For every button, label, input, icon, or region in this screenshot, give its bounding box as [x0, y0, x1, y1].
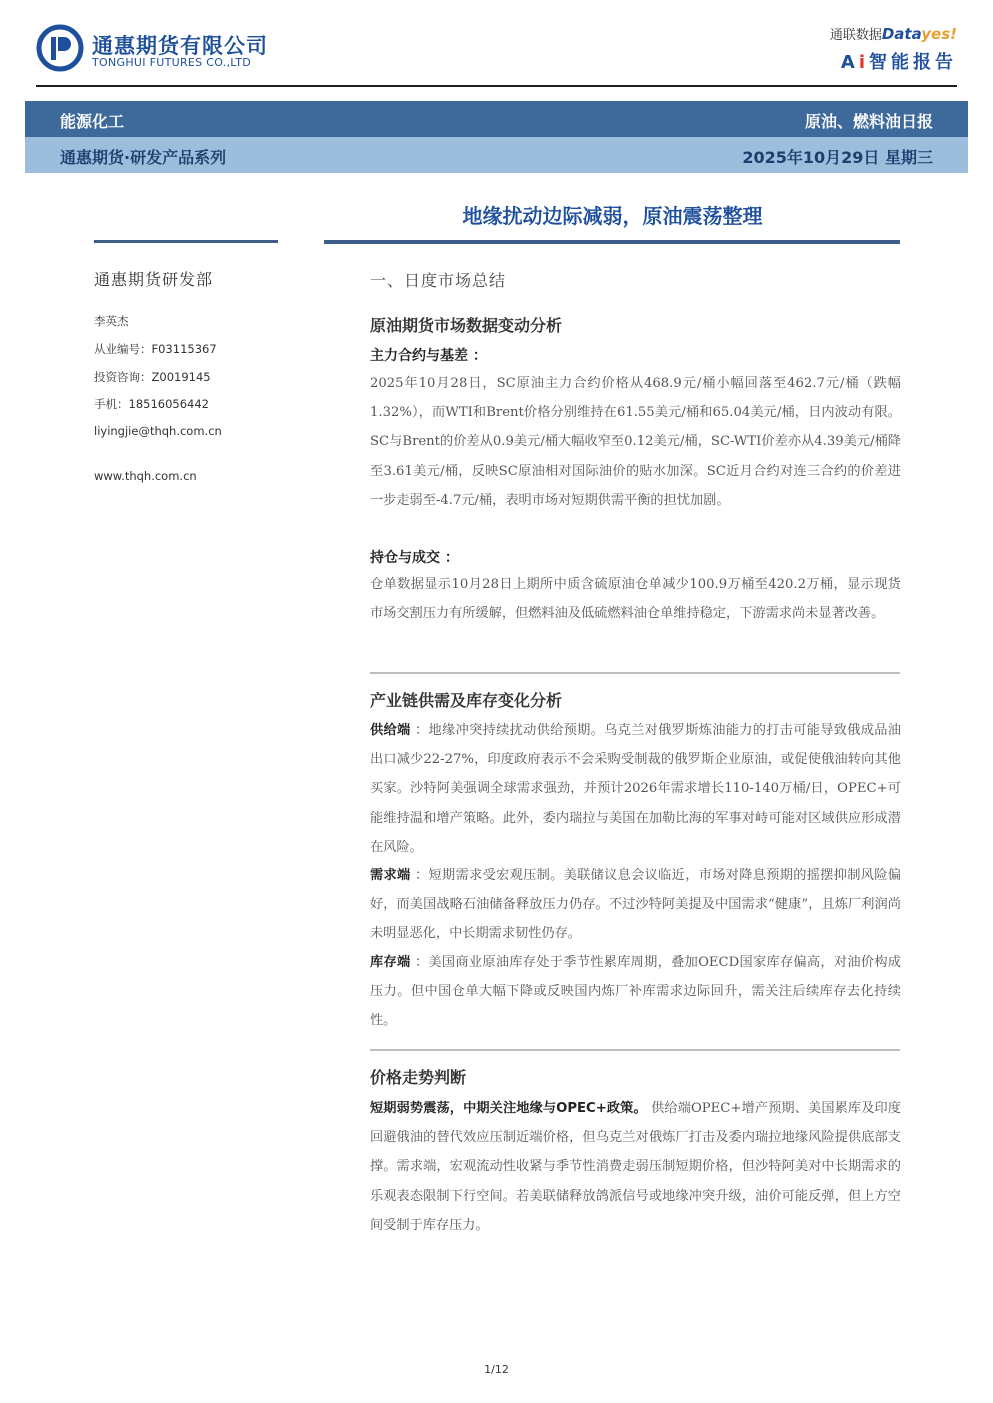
- phone-number: 手机：18516056442: [94, 397, 209, 411]
- website-link[interactable]: www.thqh.com.cn: [94, 469, 197, 483]
- supply-paragraph: [370, 716, 901, 862]
- ai-badge-i: i: [858, 52, 869, 73]
- inventory-label: 库存端: [370, 955, 411, 970]
- brand-name-cn: 通惠期货有限公司: [92, 34, 268, 58]
- inventory-paragraph: [370, 948, 901, 1036]
- partner-name: Data: [881, 25, 922, 43]
- brand-name-en: TONGHUI FUTURES CO.,LTD: [92, 56, 252, 69]
- section-divider: [370, 1049, 900, 1051]
- futures-analysis-heading: 原油期货市场数据变动分析: [370, 316, 563, 335]
- basis-paragraph: 2025年10月28日，SC原油主力合约价格从468.9元/桶小幅回落至462.7元/桶（跌幅1.32%），而WTI和Brent价格分别维持在61.55美元/桶和65.04美元/桶，日内波动有限。SC与Brent的价差从0.9美元/桶大幅收窄至0.12美元/桶，SC-WTI价差亦从4.39美元/桶降至3.61美元/桶，反映SC原油相对国际油价的贴水加深。SC近月合约对连三合约的价差进一步走弱至-4.7元/桶，表明市场对短期供需平衡的担忧加剧。: [370, 376, 901, 508]
- report-date: 2025年10月29日 星期三: [742, 148, 933, 167]
- department-name: 通惠期货研发部: [94, 270, 214, 289]
- position-label: 持仓与成交 ：: [370, 550, 459, 566]
- author-name: 李英杰: [94, 314, 129, 328]
- license-number: 从业编号：F03115367: [94, 342, 217, 356]
- supply-chain-heading: 产业链供需及库存变化分析: [370, 691, 563, 710]
- price-summary: 短期弱势震荡，中期关注地缘与OPEC+政策。: [370, 1101, 647, 1116]
- ai-badge-a: A: [840, 52, 859, 73]
- demand-text: ：短期需求受宏观压制。美联储议息会议临近，市场对降息预期的摇摆抑制风险偏好，而美国战略石油储备释放压力仍存。不过沙特阿美提及中国需求“健康”，且炼厂利润尚未明显恶化，中长期需求韧性仍存。: [370, 868, 901, 942]
- header-divider: [36, 85, 957, 87]
- sector-label: 能源化工: [60, 112, 125, 131]
- ai-report-label: 智能报告: [869, 52, 957, 73]
- series-label: 通惠期货·研发产品系列: [60, 148, 227, 167]
- section-heading: 一、日度市场总结: [370, 271, 507, 290]
- ai-report-badge: [841, 48, 957, 74]
- basis-label: 主力合约与基差 ：: [370, 348, 487, 364]
- report-type: 原油、燃料油日报: [804, 112, 933, 131]
- sidebar-rule: [94, 240, 278, 243]
- report-title: 地缘扰动边际减弱，原油震荡整理: [462, 204, 763, 228]
- price-outlook-heading: 价格走势判断: [370, 1068, 467, 1087]
- price-text: 供给端OPEC+增产预期、美国累库及印度回避俄油的替代效应压制近端价格，但乌克兰对俄炼厂打击及委内瑞拉地缘风险提供底部支撑。需求端，宏观流动性收紧与季节性消费走弱压制短期价格，但沙特阿美对中长期需求的乐观表态限制下行空间。若美联储释放鸽派信号或地缘冲突升级，油价可能反弹，但上方空间受制于库存压力。: [370, 1101, 901, 1233]
- partner-prefix: 通联数据: [829, 28, 882, 43]
- inventory-text: ：美国商业原油库存处于季节性累库周期，叠加OECD国家库存偏高，对油价构成压力。但中国仓单大幅下降或反映国内炼厂补库需求边际回升，需关注后续库存去化持续性。: [370, 955, 901, 1029]
- consult-number: 投资咨询：Z0019145: [94, 370, 211, 384]
- position-paragraph: 仓单数据显示10月28日上期所中质含硫原油仓单减少100.9万桶至420.2万桶，显示现货市场交割压力有所缓解，但燃料油及低硫燃料油仓单维持稳定，下游需求尚未显著改善。: [370, 577, 901, 622]
- series-bar: [25, 137, 968, 173]
- email-link[interactable]: liyingjie@thqh.com.cn: [94, 424, 222, 438]
- page-number: 1/12: [484, 1363, 509, 1376]
- demand-label: 需求端: [370, 868, 411, 883]
- supply-text: ：地缘冲突持续扰动供给预期。乌克兰对俄罗斯炼油能力的打击可能导致俄成品油出口减少22-27%，印度政府表示不会采购受制裁的俄罗斯企业原油，或促使俄油转向其他买家。沙特阿美强调全球需求强劲，并预计2026年需求增长110-140万桶/日，OPEC+可能维持温和增产策略。此外，委内瑞拉与美国在加勒比海的军事对峙可能对区域供应形成潜在风险。: [370, 723, 901, 855]
- supply-label: 供给端: [370, 723, 411, 738]
- company-logo: [36, 24, 84, 72]
- content-rule: [324, 240, 900, 244]
- demand-paragraph: [370, 861, 901, 949]
- price-paragraph: [370, 1094, 901, 1240]
- partner-logo: [830, 24, 957, 43]
- partner-suffix: yes!: [921, 25, 957, 43]
- section-divider: [370, 672, 900, 674]
- sector-bar: [25, 101, 968, 137]
